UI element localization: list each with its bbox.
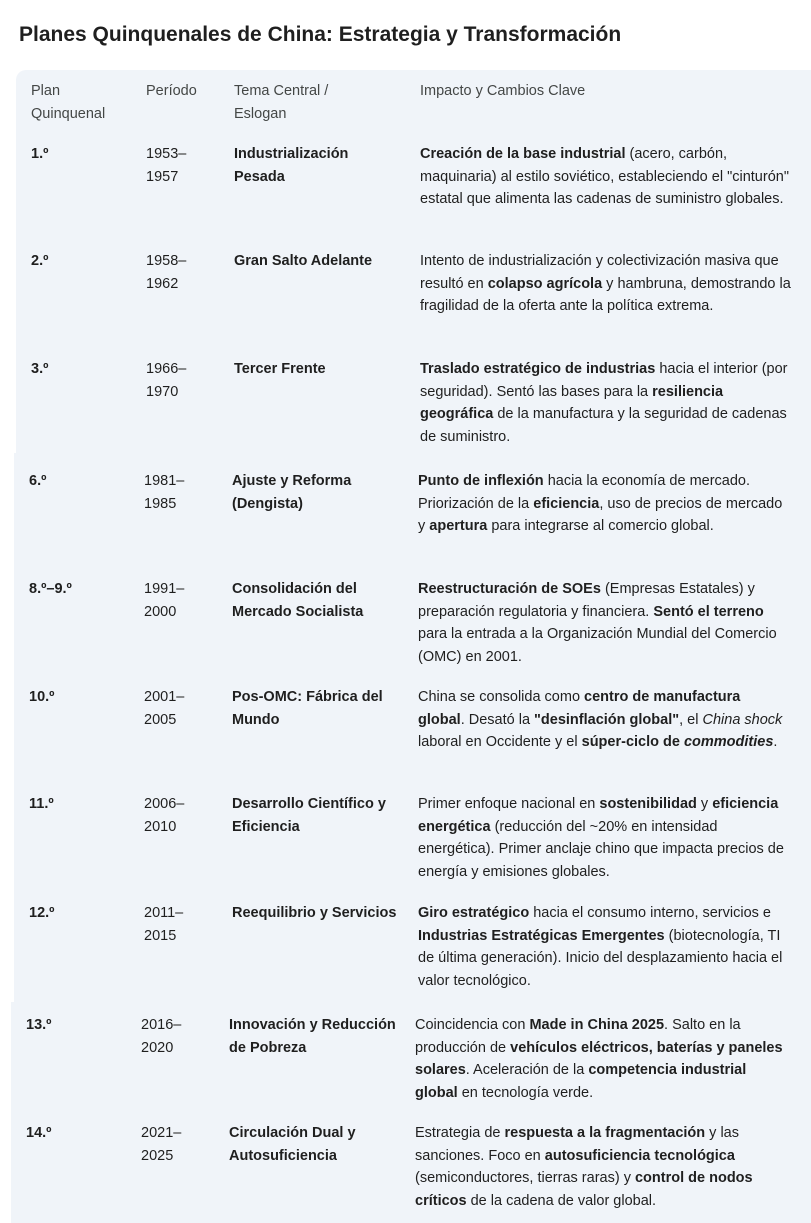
impact-segment: eficiencia energética [418, 796, 779, 835]
cell-theme: Tercer Frente [234, 361, 326, 377]
impact-segment: y las sanciones. Foco en [415, 1125, 739, 1164]
impact-segment: Industrias Estratégicas Emergentes [418, 927, 665, 944]
cell-theme: Consolidación del Mercado Socialista [232, 581, 364, 620]
impact-segment: (reducción del ~20% en intensidad energética). Primer anclaje chino que impacta precios de energía y emisiones globales. [418, 818, 784, 880]
impact-segment: y [696, 796, 713, 812]
impact-segment: Traslado estratégico de industrias [420, 361, 656, 377]
cell-theme: Industrialización Pesada [234, 146, 349, 185]
cell-impact [420, 143, 792, 211]
cell-theme: Gran Salto Adelante [234, 253, 373, 269]
cell-plan: 2.º [31, 253, 49, 269]
cell-period: 1958–1962 [146, 253, 187, 292]
cell-plan: 6.º [29, 473, 47, 489]
impact-segment: (semiconductores, tierras raras) y [415, 1170, 635, 1186]
cell-plan: 8.º–9.º [29, 581, 72, 597]
impact-segment: hacia el interior (por seguridad). Sentó las bases para la [420, 361, 788, 400]
cell-impact [420, 250, 792, 318]
impact-segment: Coincidencia con [415, 1017, 530, 1033]
cell-impact [418, 793, 790, 883]
impact-segment: Punto de inflexión [418, 473, 544, 489]
impact-segment: resiliencia geográfica [420, 383, 724, 422]
impact-segment: Giro estratégico [418, 905, 530, 921]
impact-segment: . Aceleración de la [465, 1062, 589, 1078]
cell-period: 2016–2020 [141, 1017, 182, 1056]
impact-segment: para integrarse al comercio global. [487, 518, 714, 534]
impact-segment: sostenibilidad [599, 796, 697, 812]
cell-period: 2001–2005 [144, 689, 185, 728]
impact-segment: . Salto en la producción de [415, 1017, 741, 1056]
table-panel-1 [16, 70, 811, 453]
impact-segment: Reestructuración de SOEs [418, 581, 601, 597]
impact-segment: commodities [683, 734, 774, 750]
impact-segment: y hambruna, demostrando la fragilidad de la oferta ante la política extrema. [420, 275, 791, 314]
impact-segment: (acero, carbón, maquinaria) al estilo soviético, estableciendo el "cinturón" estatal que alimenta las cadenas de suministro globales. [420, 146, 789, 207]
impact-segment: . Desató la [460, 711, 535, 728]
table-panel-3 [11, 1002, 811, 1223]
impact-segment: , uso de precios de mercado y [418, 495, 783, 534]
impact-segment: control de nodos críticos [415, 1170, 753, 1209]
cell-plan: 1.º [31, 146, 49, 162]
impact-segment: de la manufactura y la seguridad de cadenas de suministro. [420, 406, 787, 445]
impact-segment: . [773, 734, 778, 750]
cell-theme: Innovación y Reducción de Pobreza [229, 1017, 396, 1056]
cell-impact [418, 470, 790, 538]
cell-impact [418, 686, 790, 754]
impact-segment: China shock [702, 711, 783, 728]
cell-period: 1981–1985 [144, 473, 185, 512]
cell-plan: 3.º [31, 361, 49, 377]
cell-plan: 13.º [26, 1017, 52, 1033]
impact-segment: "desinflación global" [534, 711, 680, 728]
cell-theme: Reequilibrio y Servicios [232, 905, 397, 921]
impact-segment: autosuficiencia tecnológica [544, 1147, 735, 1164]
impact-segment: China se consolida como [418, 689, 585, 705]
impact-segment: apertura [429, 518, 488, 534]
cell-impact [415, 1014, 787, 1104]
impact-segment: Creación de la base industrial [420, 146, 626, 162]
cell-period: 2021–2025 [141, 1125, 182, 1164]
impact-segment [684, 734, 773, 750]
impact-segment: , el [679, 711, 703, 728]
cell-impact [418, 902, 790, 992]
cell-impact [418, 578, 790, 668]
impact-segment: súper-ciclo de [581, 734, 684, 750]
impact-segment: Sentó el terreno [653, 603, 764, 620]
impact-segment: Intento de industrialización y colectivización masiva que resultó en [420, 253, 779, 292]
impact-segment: respuesta a la fragmentación [504, 1125, 706, 1141]
impact-segment: eficiencia [533, 495, 600, 512]
table-panel-2 [14, 453, 811, 1002]
header-theme: Tema Central / Eslogan [234, 83, 329, 122]
cell-theme: Pos-OMC: Fábrica del Mundo [232, 689, 383, 728]
cell-plan: 14.º [26, 1125, 52, 1141]
cell-period: 2006–2010 [144, 796, 185, 835]
impact-segment: para la entrada a la Organización Mundial del Comercio (OMC) en 2001. [418, 626, 777, 665]
cell-plan: 10.º [29, 689, 55, 705]
cell-plan: 11.º [29, 796, 54, 812]
impact-segment: colapso agrícola [487, 275, 603, 292]
cell-plan: 12.º [29, 905, 55, 921]
impact-segment: vehículos eléctricos, baterías y paneles solares [415, 1039, 783, 1078]
impact-segment: (biotecnología, TI de última generación). Inicio del desplazamiento hacia el valor tecnológico. [418, 927, 783, 989]
impact-segment: Made in China 2025 [529, 1017, 665, 1033]
impact-segment: competencia industrial global [415, 1062, 747, 1101]
impact-segment: (Empresas Estatales) y preparación regulatoria y financiera. [418, 581, 755, 620]
header-plan: Plan Quinquenal [31, 83, 106, 122]
cell-impact [420, 358, 792, 448]
cell-theme: Circulación Dual y Autosuficiencia [229, 1125, 356, 1164]
cell-period: 2011–2015 [144, 905, 184, 944]
page-title: Planes Quinquenales de China: Estrategia y Transformación [19, 23, 622, 46]
cell-period: 1991–2000 [144, 581, 185, 620]
cell-period: 1966–1970 [146, 361, 187, 400]
header-period: Período [146, 83, 197, 99]
impact-segment: Primer enfoque nacional en [418, 796, 600, 812]
cell-theme: Ajuste y Reforma (Dengista) [232, 473, 352, 512]
header-impact: Impacto y Cambios Clave [420, 83, 586, 99]
cell-theme: Desarrollo Científico y Eficiencia [232, 796, 386, 835]
impact-segment: Estrategia de [415, 1125, 505, 1141]
cell-period: 1953–1957 [146, 146, 187, 185]
impact-segment: hacia el consumo interno, servicios e [529, 905, 771, 921]
impact-segment: hacia la economía de mercado. Priorización de la [418, 473, 751, 512]
impact-segment: en tecnología verde. [457, 1084, 594, 1101]
cell-impact [415, 1122, 787, 1212]
impact-segment: laboral en Occidente y el [418, 734, 582, 750]
impact-segment: centro de manufactura global [418, 689, 741, 728]
impact-segment: de la cadena de valor global. [466, 1192, 657, 1209]
